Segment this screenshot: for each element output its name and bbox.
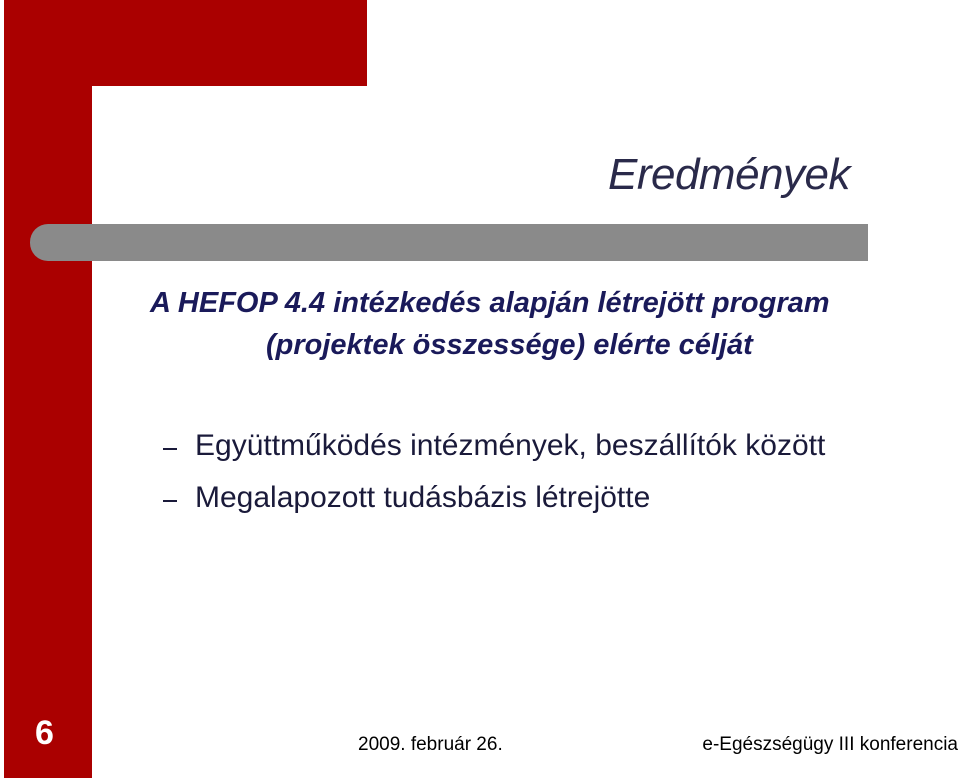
dash-bullet-icon: [163, 500, 177, 502]
red-frame-left-band: [4, 0, 92, 778]
dash-bullet-icon: [163, 448, 177, 450]
sub-bullet-text: Megalapozott tudásbázis létrejötte: [195, 481, 651, 514]
sub-bullet-item: [163, 420, 825, 472]
sub-bullet-item: [163, 472, 825, 524]
main-bullet-line-1: A HEFOP 4.4 intézkedés alapján létrejött program: [150, 287, 830, 319]
main-bullet: [150, 282, 955, 366]
footer-conference: e-Egészségügy III konferencia: [702, 734, 958, 755]
main-bullet-line-2: (projektek összessége) elérte célját: [266, 329, 753, 361]
sub-bullet-text: Együttműködés intézmények, beszállítók között: [195, 429, 826, 462]
slide-title: Eredmények: [607, 150, 850, 199]
slide-number: 6: [35, 714, 54, 752]
title-divider-bar: [30, 224, 868, 261]
frame-rounded-corner: [92, 86, 212, 206]
red-frame-top-band: [4, 0, 367, 86]
footer-date: 2009. február 26.: [358, 734, 503, 755]
sub-bullet-list: [163, 420, 825, 524]
